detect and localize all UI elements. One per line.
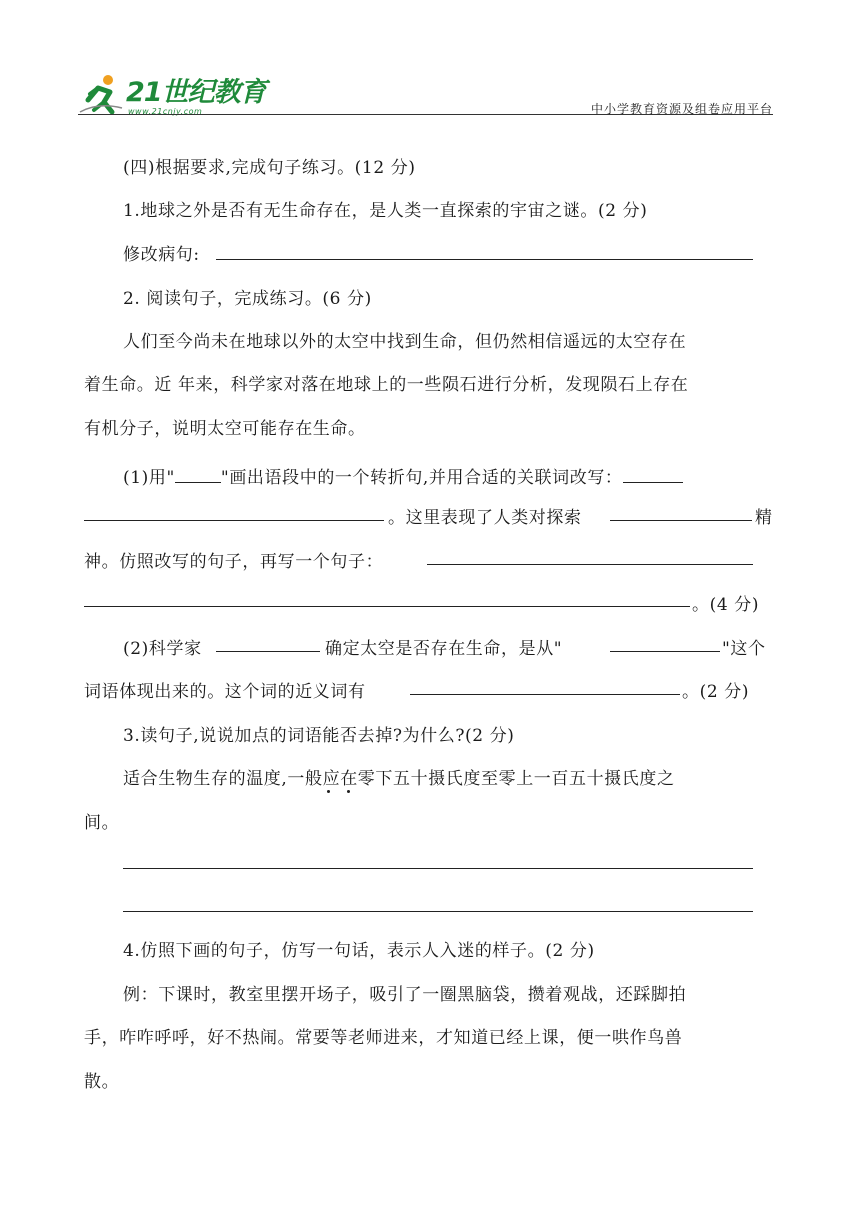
imitate-answer-line[interactable] xyxy=(427,564,753,565)
q3-sentence: 间。 xyxy=(84,813,120,833)
q2-passage-line: 有机分子，说明太空可能存在生命。 xyxy=(84,419,366,439)
q2-passage-line: 着生命。近 年来，科学家对落在地球上的一些陨石进行分析，发现陨石上存在 xyxy=(84,375,689,395)
q2-sub1-text: 精 xyxy=(755,508,773,528)
q4-stem: 4.仿照下画的句子，仿写一句话，表示人入迷的样子。(2 分) xyxy=(123,941,595,961)
q2-sub1-score: 。(4 分) xyxy=(692,595,760,615)
q2-sub2-score: 。(2 分) xyxy=(682,682,750,702)
page-header xyxy=(78,60,773,116)
rewrite-answer-line[interactable] xyxy=(84,520,384,521)
logo xyxy=(78,66,266,116)
rewrite-answer-blank[interactable] xyxy=(623,465,683,483)
q2-sub2-text: "这个 xyxy=(722,639,766,659)
q2-sub2-text: 确定太空是否存在生命，是从" xyxy=(325,639,563,659)
q2-sub2-blank-2[interactable] xyxy=(610,651,720,652)
wavy-line-blank[interactable] xyxy=(175,465,221,483)
q2-sub1-text: "画出语段中的一个转折句,并用合适的关联词改写： xyxy=(220,468,623,488)
q3-answer-line-1[interactable] xyxy=(123,868,753,869)
q2-passage-line: 人们至今尚未在地球以外的太空中找到生命，但仍然相信遥远的太空存在 xyxy=(123,332,687,352)
q2-sub1-line1 xyxy=(123,463,683,488)
q2-sub1-text: 神。仿照改写的句子，再写一个句子： xyxy=(84,552,384,572)
q1-answer-line[interactable] xyxy=(216,259,753,260)
spirit-answer-line[interactable] xyxy=(610,520,752,521)
logo-url: www.21cnjy.com xyxy=(128,107,203,116)
logo-title: 21世纪教育 xyxy=(126,77,266,108)
q2-sub2-text: (2)科学家 xyxy=(123,639,202,659)
synonym-answer-line[interactable] xyxy=(410,694,680,695)
imitate-answer-line-2[interactable] xyxy=(84,606,690,607)
platform-name: 中小学教育资源及组卷应用平台 xyxy=(590,102,773,116)
q4-example-line: 散。 xyxy=(84,1072,120,1092)
emphasis-dot xyxy=(327,790,330,793)
q2-sub1-text: (1)用" xyxy=(123,468,175,488)
q3-answer-line-2[interactable] xyxy=(123,911,753,912)
q4-example-line: 例：下课时，教室里摆开场子，吸引了一圈黑脑袋，攒着观战，还踩脚拍 xyxy=(123,985,687,1005)
q2-sub2-text: 词语体现出来的。这个词的近义词有 xyxy=(84,682,366,702)
q1-stem: 1.地球之外是否有无生命存在，是人类一直探索的宇宙之谜。(2 分) xyxy=(123,201,648,221)
q3-sentence: 适合生物生存的温度,一般应在零下五十摄氏度至零上一百五十摄氏度之 xyxy=(123,769,675,789)
q2-sub1-text: 。这里表现了人类对探索 xyxy=(388,508,582,528)
q1-label: 修改病句: xyxy=(123,245,200,265)
section-title: (四)根据要求,完成句子练习。(12 分) xyxy=(123,158,416,178)
q4-example-line: 手，咋咋呼呼，好不热闹。常要等老师进来，才知道已经上课，便一哄作鸟兽 xyxy=(84,1028,683,1048)
emphasis-dot xyxy=(347,790,350,793)
q3-stem: 3.读句子,说说加点的词语能否去掉?为什么?(2 分) xyxy=(123,726,515,746)
runner-logo-icon xyxy=(78,72,124,116)
q2-stem: 2. 阅读句子，完成练习。(6 分) xyxy=(123,289,372,309)
q2-sub2-blank-1[interactable] xyxy=(216,651,320,652)
header-divider xyxy=(78,114,773,115)
